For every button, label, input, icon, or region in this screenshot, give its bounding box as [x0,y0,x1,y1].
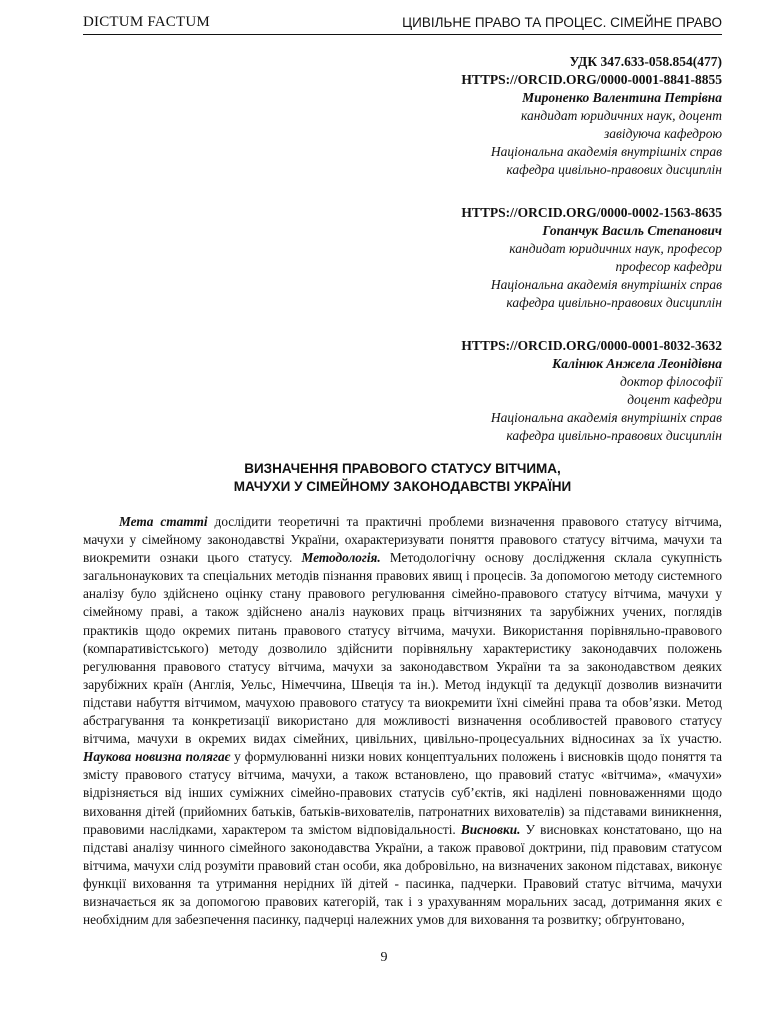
author-name: Мироненко Валентина Петрівна [522,90,722,105]
author-department: кафедра цивільно-правових дисциплін [506,295,722,310]
author-name: Калінюк Анжела Леонідівна [552,356,722,371]
author-institution: Національна академія внутрішніх справ [490,410,722,425]
abstract [83,513,722,929]
author-position: доцент кафедри [627,392,722,407]
author-degree: кандидат юридичних наук, професор [509,241,722,256]
orcid-link[interactable]: HTTPS://ORCID.ORG/0000-0002-1563-8635 [461,205,722,220]
purpose-label: Мета статті [119,514,208,529]
article-title [83,460,722,496]
orcid-link[interactable]: HTTPS://ORCID.ORG/0000-0001-8841-8855 [461,72,722,87]
author-position: завідуюча кафедрою [604,126,722,141]
methodology-label: Методологія. [301,550,381,566]
article-title-line: ВИЗНАЧЕННЯ ПРАВОВОГО СТАТУСУ ВІТЧИМА, [244,461,561,476]
conclusions-text: У висновках констатовано, що на підставі аналізу чинного сімейного законодавства України, а також правової доктрини, під правовим статусом вітчима, мачухи слід розуміти правовий стан особи, яка добровільно, на визначених законом підставах, виконує функції виховання та утримання нерідних їй дітей - пасинка, падчерки. Правовий статус вітчима, мачухи визначається як за допомогою правових категорій, так і з урахуванням моральних засад, дотримання яких є необхідним для забезпечення пасинку, падчерці належних умов для виховання та розвитку; обґрунтовано, [83,821,722,928]
author-block [122,337,722,445]
author-department: кафедра цивільно-правових дисциплін [506,162,722,177]
journal-name: DICTUM FACTUM [83,14,210,30]
author-block [122,71,722,179]
article-title-line: МАЧУХИ У СІМЕЙНОМУ ЗАКОНОДАВСТВІ УКРАЇНИ [233,479,572,494]
author-department: кафедра цивільно-правових дисциплін [506,428,722,443]
page-number: 9 [380,950,388,965]
conclusions-label: Висновки. [460,821,521,837]
novelty-text: у формулюванні низки нових концептуальних положень і висновків щодо поняття та змісту правового статусу вітчима, мачухи, а також встановлено, що правовий статус «вітчима», «мачухи» відрізняється від інших суміжних сімейно-правових статусів суб’єктів, які наділені повноваженнями щодо виховання дітей (прийомних батьків, батьків-вихователів, патронатних вихователів) за підставами виникнення, правовими наслідками, характером та змістом відповідальності. [83,749,722,837]
purpose-text: дослідити теоретичні та практичні проблеми визначення правового статусу вітчима, мачухи у сімейному законодавстві України, охарактеризувати поняття правового статусу вітчима, мачухи та виокремити ознаки цього статусу. [83,514,722,566]
orcid-link[interactable]: HTTPS://ORCID.ORG/0000-0001-8032-3632 [461,338,722,353]
author-info [122,53,722,470]
author-degree: кандидат юридичних наук, доцент [521,108,722,123]
author-position: професор кафедри [615,259,722,274]
running-header [83,12,722,35]
author-block [122,204,722,312]
author-name: Гопанчук Василь Степанович [542,223,722,238]
section-title: ЦИВІЛЬНЕ ПРАВО ТА ПРОЦЕС. СІМЕЙНЕ ПРАВО [402,15,722,30]
author-institution: Національна академія внутрішніх справ [490,277,722,292]
author-institution: Національна академія внутрішніх справ [490,144,722,159]
novelty-label: Наукова новизна полягає [83,749,231,765]
udc-code: УДК 347.633-058.854(477) [569,54,722,69]
author-degree: доктор філософії [620,374,722,389]
methodology-text: Методологічну основу дослідження склала сукупність загальнонаукових та спеціальних методів пізнання правових явищ і процесів. За допомогою методу системного аналізу було здійснено оцінку стану правового регулювання сімейно-правового статусу вітчима, мачухи у сімейному праві, а також здійснено аналіз наукових праць вітчизняних та зарубіжних учених, поглядів практиків щодо окремих питань правового статусу вітчима, мачухи. Використання порівняльно-правового (компаративістського) методу дозволило здійснити порівняльну характеристику законодавчих положень регулювання правового статусу вітчима, мачухи за законодавством України та за законодавством деяких зарубіжних країн (Англія, Уельс, Німеччина, Швеція та ін.). Метод індукції та дедукції дозволив визначити підстави набуття вітчимом, мачухою правового статусу та виокремити їхні сімейні права та обов’язки. Метод абстрагування та конкретизації використано для можливості визначення особливостей правового статусу вітчима, мачухи в окремих видах сімейних, цивільних, цивільно-процесуальних відносинах за їх участю. [83,550,722,747]
